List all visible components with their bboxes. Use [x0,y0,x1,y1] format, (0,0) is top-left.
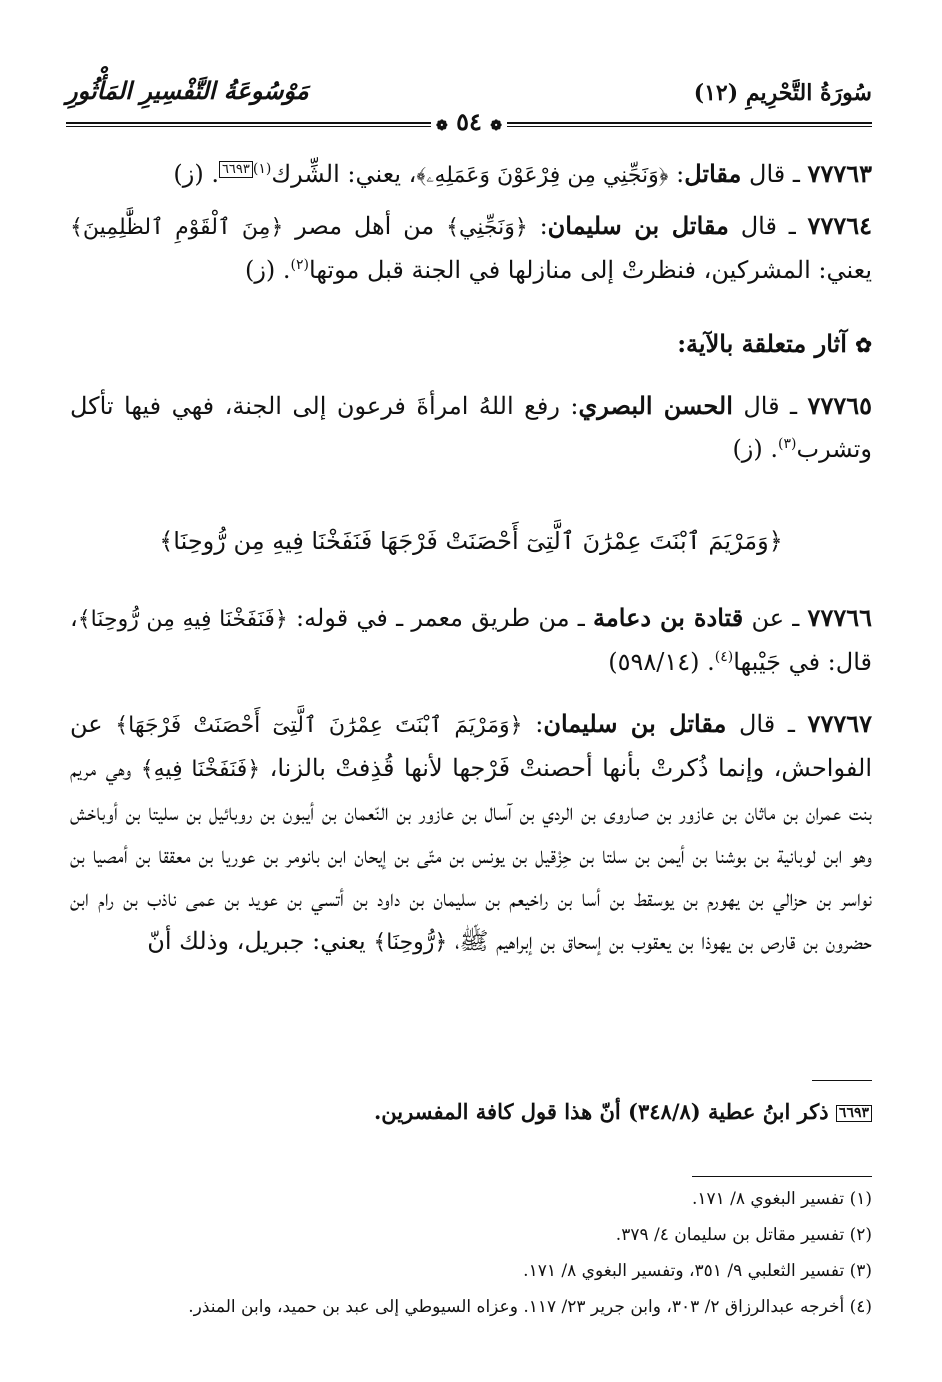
quran-quote: ﴿وَمَرْيَمَ ٱبْنَتَ عِمْرَٰنَ ٱلَّتِىٓ أَحْصَنَتْ فَرْجَهَا﴾ [115,713,523,738]
quran-quote: ﴿فَنَفَخْنَا فِيهِ﴾ [140,757,261,782]
footnote-1: (١) تفسير البغوي ٨/ ١٧١. [691,1189,872,1209]
footnote-3: (٣) تفسير الثعلبي ٩/ ٣٥١، وتفسير البغوي ٨/ ١٧١. [523,1261,872,1281]
entry-77766: ٧٧٧٦٦ ـ عن قتادة بن دعامة ـ من طريق معمر ـ في قوله: ﴿فَنَفَخْنَا فِيهِ مِن رُّوحِنَا﴾، قال: في جَيْبها$^{(٤)}$. (٥٩٨/١٤) [70,603,872,676]
book-title: مَوْسُوعَةُ التَّفْسِيرِ المَأْثُورِ [66,76,309,105]
page-header [66,72,872,136]
verse-heading: ﴿وَمَرْيَمَ ٱبْنَتَ عِمْرَٰنَ ٱلَّتِىٓ أَحْصَنَتْ فَرْجَهَا فَنَفَخْنَا فِيهِ مِن رُّوحِنَا﴾ [159,527,783,555]
footnote-ref: (٤) [714,649,734,665]
entry-77763: ٧٧٧٦٣ ـ قال مقاتل: ﴿وَنَجِّنِي مِن فِرْعَوْنَ وَعَمَلِهِۦ﴾، يعني: الشِّرك$^{(١)}$٦٦٩٣. (ز) [173,159,872,188]
footnote-rule [692,1176,872,1177]
flower-icon: ✿ [855,333,872,357]
footnote-ref: (٢) [290,257,310,273]
footnote-4: (٤) أخرجه عبدالرزاق ٢/ ٣٠٣، وابن جرير ٢٣/ ١١٧. وعزاه السيوطي إلى عبد بن حميد، وابن المنذر. [188,1297,872,1317]
quran-quote: ﴿وَنَجِّنِي﴾ [446,215,528,240]
entry-77765: ٧٧٧٦٥ ـ قال الحسن البصري: رفع اللهُ امرأةَ فرعون إلى الجنة، فهي فيها تأكل وتشرب$^{(٣)}$. (ز) [70,391,872,463]
surah-title: سُورَةُ التَّحْرِيمِ (١٢) [693,80,872,106]
quran-quote: ﴿مِنَ ٱلْقَوْمِ ٱلظَّٰلِمِينَ﴾ [70,215,284,240]
commentary-note: ٦٦٩٣ ذكر ابنُ عطية (٣٤٨/٨) أنّ هذا قول كافة المفسرين. [70,1098,872,1126]
entry-77767: ٧٧٧٦٧ ـ قال مقاتل بن سليمان: ﴿وَمَرْيَمَ ٱبْنَتَ عِمْرَٰنَ ٱلَّتِىٓ أَحْصَنَتْ فَرْجَهَا﴾ عن الفواحش، وإنما ذُكرتْ بأنها أحصنتْ فَرْجها لأنها قُذِفتْ بالزنا، ﴿فَنَفَخْنَا فِيهِ﴾ وهي مريم بنت عمران بن ماثان بن عازور بن صاروى بن الردي بن آسال بن عازور بن النّعمان بن أيبون بن روبائيل بن سليتا بن أوباخش وهو ابن لوبانية بن بوشنا بن أيمن بن سلتا بن حِزْقيل بن يونس بن متّى بن إيحان ابن بانومر بن عوريا بن معققا بن أمصيا بن نواسر بن حزالي بن يهورم بن يوسقط بن أسا بن راخيعم بن سليمان بن داود بن أتسي بن عويد بن عمى ناذب بن رام ابن حضرون بن قارص بن يهوذا بن يعقوب بن إسحاق بن إبراهيم ﷺ، ﴿رُّوحِنَا﴾ يعني: جبريل، وذلك أنّ [70,709,872,955]
footnote-ref: (١) [252,161,272,177]
page-number: ❁ ٥٤ ❁ [431,108,507,140]
commentary-mark: ٦٦٩٣ [219,161,253,178]
quran-quote: ﴿رُّوحِنَا﴾ [373,930,448,955]
footnote-ref: (٣) [778,436,797,452]
commentary-rule [812,1080,872,1081]
quran-quote: ﴿وَنَجِّنِي مِن فِرْعَوْنَ وَعَمَلِهِۦ﴾ [416,163,669,188]
commentary-mark: ٦٦٩٣ [836,1105,872,1122]
quran-quote: ﴿فَنَفَخْنَا فِيهِ مِن رُّوحِنَا﴾ [77,607,288,632]
ornament-icon: ❁ [490,118,502,134]
ornament-icon: ❁ [436,118,448,134]
footnote-2: (٢) تفسير مقاتل بن سليمان ٤/ ٣٧٩. [615,1225,872,1245]
section-heading: ✿ آثار متعلقة بالآية: [677,329,872,358]
entry-77764: ٧٧٧٦٤ ـ قال مقاتل بن سليمان: ﴿وَنَجِّنِي﴾ من أهل مصر ﴿مِنَ ٱلْقَوْمِ ٱلظَّٰلِمِينَ﴾ يعني: المشركين، فنظرتْ إلى منازلها في الجنة قبل موتها$^{(٢)}$. (ز) [70,211,872,284]
